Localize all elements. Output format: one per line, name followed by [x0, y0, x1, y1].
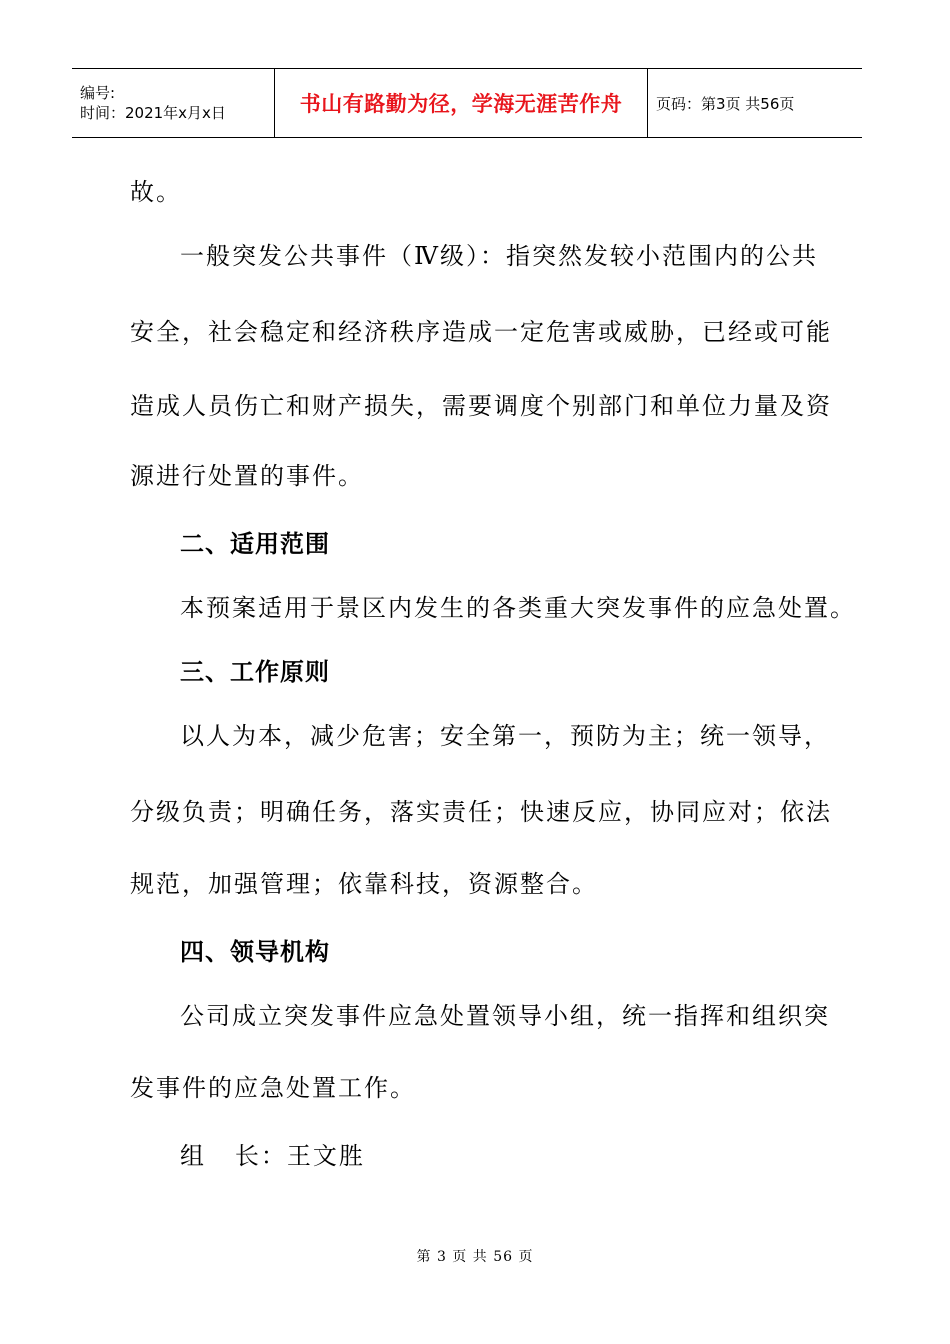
page-footer: 第 3 页 共 56 页	[416, 1249, 534, 1265]
body-line-team-leader: 组 长：王文胜	[180, 1142, 365, 1170]
body-line-leadership-2: 发事件的应急处置工作。	[130, 1074, 416, 1102]
document-number-label: 编号:	[80, 84, 116, 102]
body-line-1: 故。	[130, 178, 182, 206]
body-line-principles-1: 以人为本，减少危害；安全第一，预防为主；统一领导，	[180, 722, 830, 750]
body-line-principles-2: 分级负责；明确任务，落实责任；快速反应，协同应对；依法	[130, 798, 832, 826]
body-line-2: 一般突发公共事件（Ⅳ级）：指突然发较小范围内的公共	[180, 242, 818, 270]
header-meta	[72, 69, 274, 137]
header-motto: 书山有路勤为径，学海无涯苦作舟	[299, 92, 623, 116]
section-heading-principles: 三、工作原则	[180, 658, 330, 686]
header-page-cell	[648, 69, 862, 137]
section-heading-leadership: 四、领导机构	[180, 938, 330, 966]
document-time-label: 时间：2021年x月x日	[80, 104, 226, 122]
body-line-4: 造成人员伤亡和财产损失，需要调度个别部门和单位力量及资	[130, 392, 832, 420]
body-line-scope: 本预案适用于景区内发生的各类重大突发事件的应急处置。	[180, 594, 856, 622]
body-line-3: 安全，社会稳定和经济秩序造成一定危害或威胁，已经或可能	[130, 318, 832, 346]
document-header	[72, 68, 862, 138]
header-page-label: 页码：第3页 共56页	[656, 94, 795, 113]
header-motto-cell	[274, 69, 648, 137]
body-line-principles-3: 规范，加强管理；依靠科技，资源整合。	[130, 870, 598, 898]
body-line-5: 源进行处置的事件。	[130, 462, 364, 490]
section-heading-scope: 二、适用范围	[180, 530, 330, 558]
body-line-leadership-1: 公司成立突发事件应急处置领导小组，统一指挥和组织突	[180, 1002, 830, 1030]
